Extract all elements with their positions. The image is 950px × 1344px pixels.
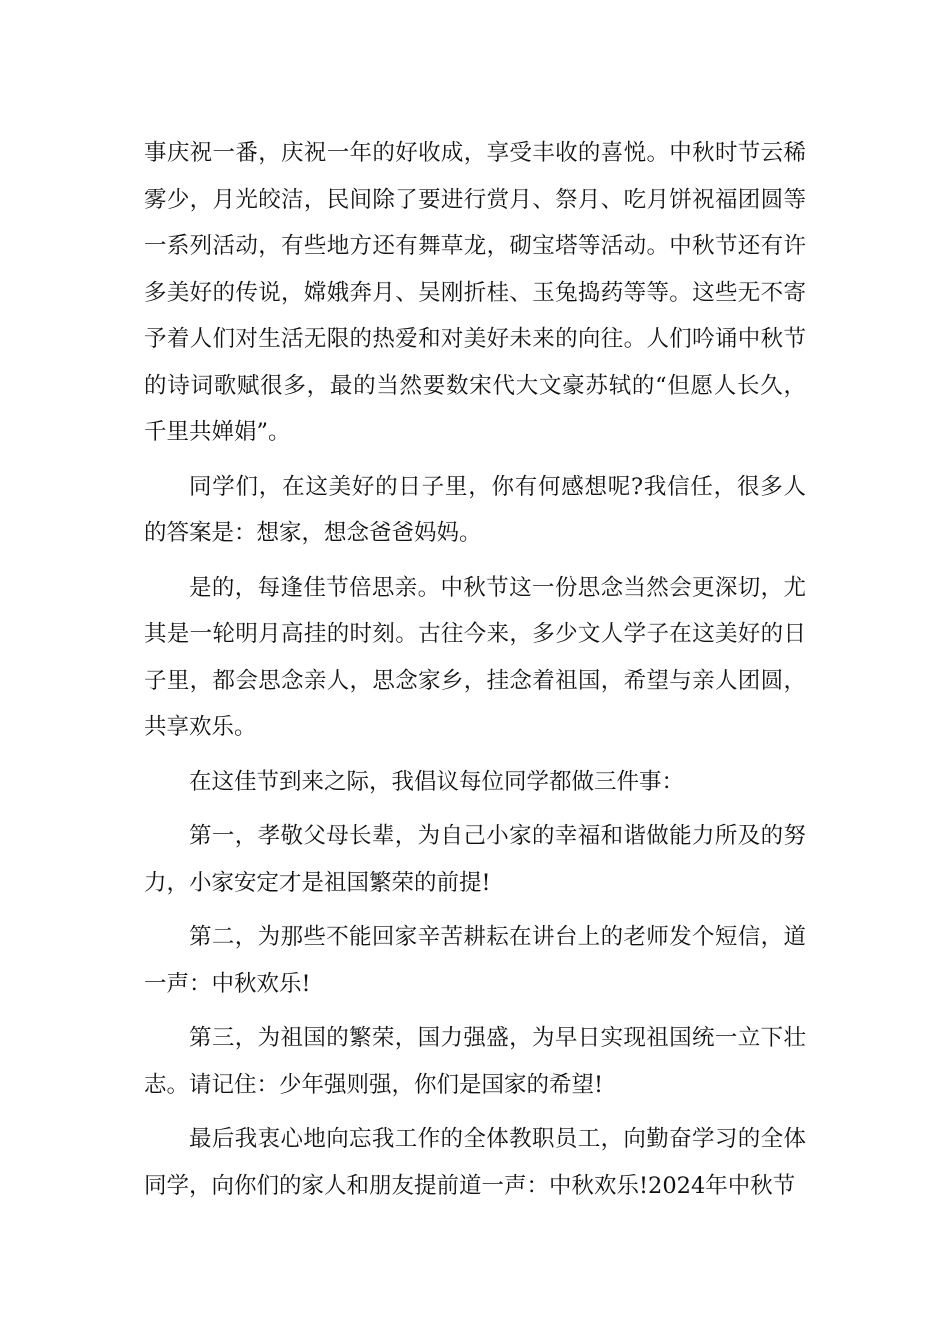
- paragraph-missing-family: 是的，每逢佳节倍思亲。中秋节这一份思念当然会更深切，尤其是一轮明月高挂的时刻。古往今来，多少文人学子在这美好的日子里，都会思念亲人，思念家乡，挂念着祖国，希望与亲人团圆，共享欢乐。: [144, 574, 806, 740]
- paragraph-proposal-intro: 在这佳节到来之际，我倡议每位同学都做三件事：: [189, 768, 685, 795]
- paragraph-second-item: 第二，为那些不能回家辛苦耕耘在讲台上的老师发个短信，道一声：中秋欢乐!: [144, 924, 806, 997]
- document-body: [144, 130, 806, 1217]
- paragraph-continuation: 事庆祝一番，庆祝一年的好收成，享受丰收的喜悦。中秋时节云稀雾少，月光皎洁，民间除了要进行赏月、祭月、吃月饼祝福团圆等一系列活动，有些地方还有舞草龙，砌宝塔等活动。中秋节还有许多美好的传说，嫦娥奔月、吴刚折桂、玉兔捣药等等。这些无不寄予着人们对生活无限的热爱和对美好未来的向往。人们吟诵中秋节的诗词歌赋很多，最的当然要数宋代大文豪苏轼的“但愿人长久，千里共婵娟”。: [144, 140, 806, 445]
- paragraph-third-item: 第三，为祖国的繁荣，国力强盛，为早日实现祖国统一立下壮志。请记住：少年强则强，你们是国家的希望!: [144, 1025, 806, 1098]
- paragraph-closing: 最后我衷心地向忘我工作的全体教职员工，向勤奋学习的全体同学，向你们的家人和朋友提前道一声：中秋欢乐!2024年中秋节: [144, 1126, 806, 1199]
- paragraph-first-item: 第一，孝敬父母长辈，为自己小家的幸福和谐做能力所及的努力，小家安定才是祖国繁荣的前提!: [144, 823, 806, 896]
- paragraph-reflection: 同学们，在这美好的日子里，你有何感想呢?我信任，很多人的答案是：想家，想念爸爸妈妈。: [144, 473, 806, 546]
